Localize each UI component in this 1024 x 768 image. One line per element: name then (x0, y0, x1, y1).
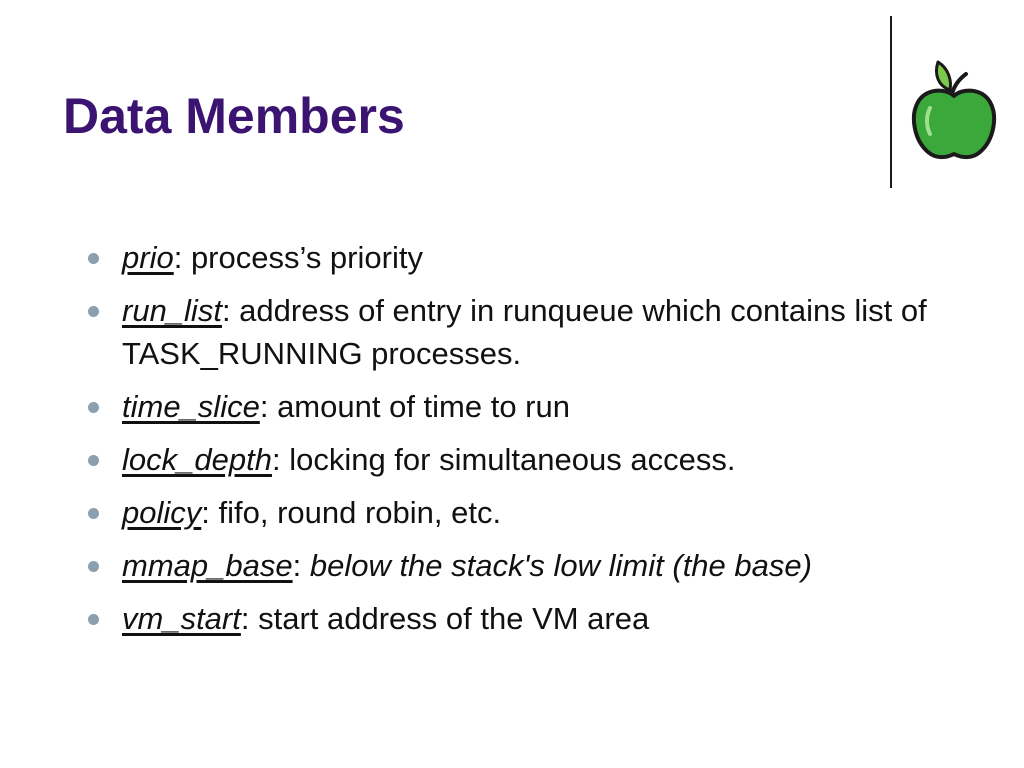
bullet-description: locking for simultaneous access. (280, 442, 736, 477)
bullet-separator: : (271, 442, 281, 477)
bullet-item (88, 385, 1003, 428)
bullet-term: policy (122, 495, 202, 530)
bullet-icon (88, 614, 99, 625)
bullet-description: below the stack's low limit (the base) (301, 548, 812, 583)
bullet-icon (88, 402, 99, 413)
bullet-icon (88, 561, 99, 572)
bullet-term: vm_start (122, 601, 241, 636)
bullet-icon (88, 253, 99, 264)
bullet-term: lock_depth (122, 442, 272, 477)
bullet-item (88, 289, 1003, 375)
bullet-description: amount of time to run (268, 389, 570, 424)
bullet-item (88, 544, 1003, 587)
bullet-description: start address of the VM area (249, 601, 650, 636)
bullet-item (88, 236, 1003, 279)
bullet-term: mmap_base (122, 548, 293, 583)
bullet-description: process’s priority (182, 240, 423, 275)
vertical-divider (890, 16, 892, 188)
bullet-icon (88, 306, 99, 317)
bullet-item (88, 491, 1003, 534)
bullet-description: fifo, round robin, etc. (209, 495, 502, 530)
bullet-term: run_list (122, 293, 222, 328)
bullet-separator: : (221, 293, 231, 328)
bullet-term: prio (122, 240, 174, 275)
bullet-item (88, 438, 1003, 481)
bullet-list (88, 236, 1003, 650)
bullet-separator: : (259, 389, 269, 424)
apple-icon (908, 56, 998, 162)
bullet-description: address of entry in runqueue which contains list of TASK_RUNNING processes. (122, 293, 927, 371)
bullet-item (88, 597, 1003, 640)
bullet-separator: : (292, 548, 302, 583)
bullet-icon (88, 508, 99, 519)
bullet-separator: : (240, 601, 250, 636)
bullet-term: time_slice (122, 389, 260, 424)
bullet-separator: : (173, 240, 183, 275)
bullet-icon (88, 455, 99, 466)
slide-title: Data Members (63, 88, 405, 144)
bullet-separator: : (201, 495, 210, 530)
